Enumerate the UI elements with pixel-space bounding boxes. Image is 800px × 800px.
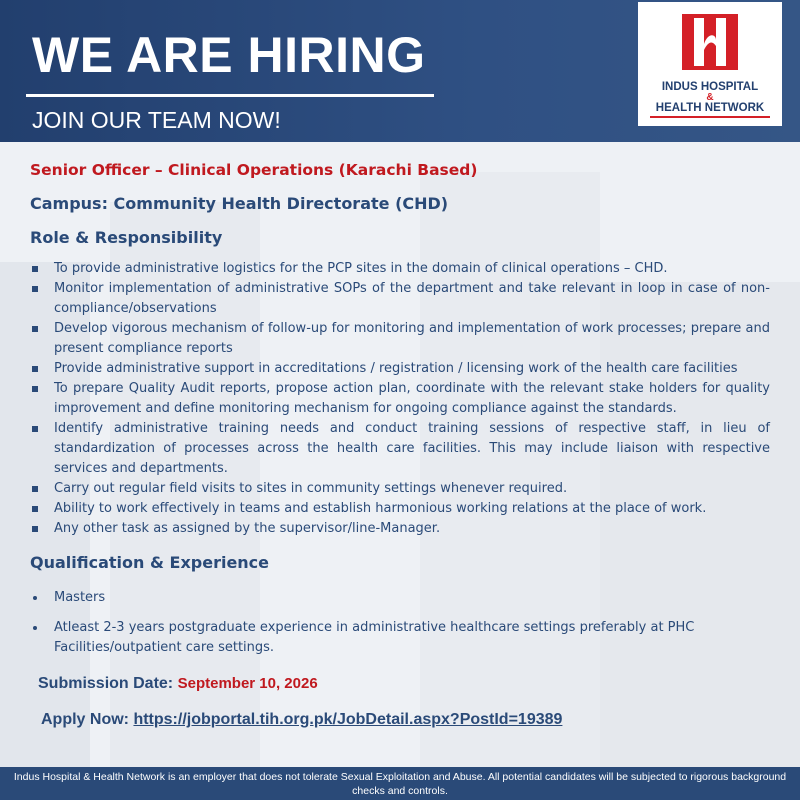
list-item: Carry out regular field visits to sites in community settings whenever required.: [30, 479, 770, 499]
dot-bullet-icon: [33, 596, 37, 600]
role-heading: Role & Responsibility: [30, 228, 223, 247]
square-bullet-icon: [32, 286, 38, 292]
list-item: Masters: [30, 588, 770, 608]
square-bullet-icon: [32, 526, 38, 532]
responsibility-list: [30, 259, 770, 539]
list-item: To provide administrative logistics for the PCP sites in the domain of clinical operations – CHD.: [30, 259, 770, 279]
job-title: Senior Officer – Clinical Operations (Karachi Based): [30, 161, 478, 179]
logo-text-ampersand: &: [706, 92, 714, 103]
square-bullet-icon: [32, 266, 38, 272]
square-bullet-icon: [32, 426, 38, 432]
square-bullet-icon: [32, 386, 38, 392]
list-item: Monitor implementation of administrative SOPs of the department and take relevant in loop in case of non-compliance/observations: [30, 279, 770, 319]
submission-date: [38, 675, 318, 693]
qualification-heading: Qualification & Experience: [30, 553, 270, 572]
list-item: To prepare Quality Audit reports, propose action plan, coordinate with the relevant stake holders for quality improvement and define monitoring mechanism for ongoing compliance against the standards.: [30, 379, 770, 419]
qualification-list: [30, 588, 770, 658]
list-item: Ability to work effectively in teams and establish harmonious working relations at the place of work.: [30, 499, 770, 519]
square-bullet-icon: [32, 326, 38, 332]
campus-heading: Campus: Community Health Directorate (CHD): [30, 194, 449, 213]
logo-text-line2: HEALTH NETWORK: [655, 102, 765, 114]
footer-disclaimer: Indus Hospital & Health Network is an employer that does not tolerate Sexual Exploitation and Abuse. All potential candidates will be subjected to rigorous background checks and controls.: [0, 767, 800, 800]
list-item: Develop vigorous mechanism of follow-up for monitoring and implementation of work processes; prepare and present compliance reports: [30, 319, 770, 359]
hiring-headline: WE ARE HIRING: [32, 27, 426, 83]
list-item: Any other task as assigned by the supervisor/line-Manager.: [30, 519, 770, 539]
logo-text-line1: INDUS HOSPITAL: [661, 81, 759, 93]
square-bullet-icon: [32, 486, 38, 492]
list-item: Provide administrative support in accreditations / registration / licensing work of the health care facilities: [30, 359, 770, 379]
apply-link[interactable]: https://jobportal.tih.org.pk/JobDetail.aspx?PostId=19389: [133, 711, 563, 728]
list-item: Atleast 2-3 years postgraduate experience in administrative healthcare settings preferably at PHC Facilities/outpatient care settings.: [30, 618, 770, 658]
submission-date-label: Submission Date:: [38, 675, 174, 692]
square-bullet-icon: [32, 506, 38, 512]
apply-now-label: Apply Now:: [41, 711, 129, 728]
apply-now: [41, 711, 562, 729]
hiring-subheadline: JOIN OUR TEAM NOW!: [32, 107, 281, 133]
submission-date-value: September 10, 2026: [177, 675, 318, 692]
dot-bullet-icon: [33, 626, 37, 630]
square-bullet-icon: [32, 366, 38, 372]
list-item: Identify administrative training needs and conduct training sessions of respective staff, in lieu of standardization of processes across the health care facilities. This may include liaison with respective services and departments.: [30, 419, 770, 479]
